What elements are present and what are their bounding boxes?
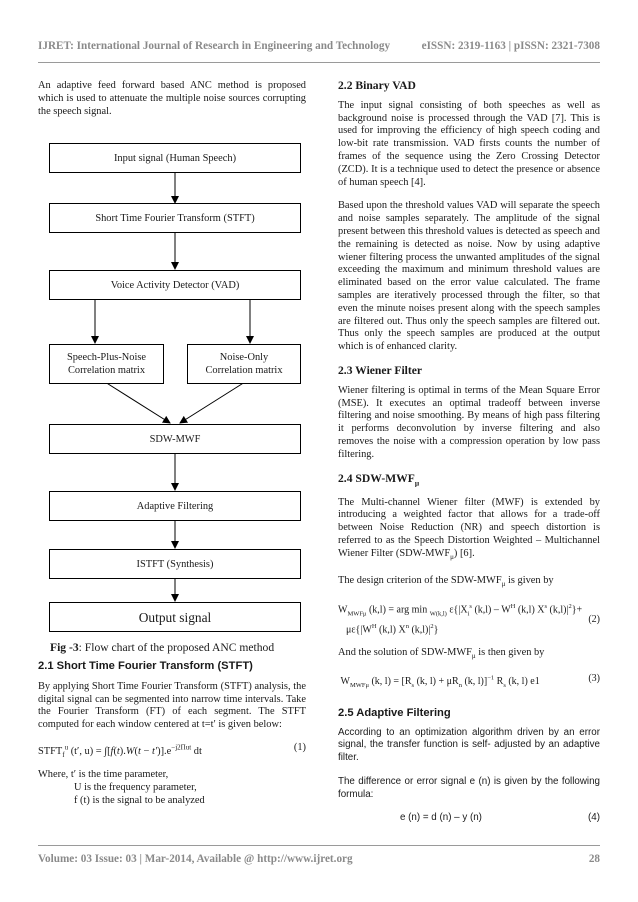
arrow-spn-sdw xyxy=(105,382,170,423)
flow-box-speech-plus-noise: Speech-Plus-Noise Correlation matrix xyxy=(49,344,164,384)
equation-3: $W_{MWF\mu}$ (k, $l) = [R_s$ (k, $l) + \mu R_n$ (k, l)]$^{-1}$ $R_s$ (k, l) e1 (3) xyxy=(338,672,600,690)
s25-paragraph-2: The difference or error signal e (n) is given by the following formula: xyxy=(338,776,600,800)
s23-paragraph: Wiener filtering is optimal in terms of the Mean Square Error (MSE). It executes an optimal tradeoff between inverse filtering and noise smoothing. By means of high pass filtering it performs deconvolution by inverse filtering and also removes the noise with a compression operation by low pass filtering. xyxy=(338,384,600,460)
s22-paragraph-2: Based upon the threshold values VAD will separate the speech and noise samples separately. The amplitude of the signal present between this threshold values is detected as speech and the remaining is detected as noise. Now by using adaptive wiener filtering process the unwanted amplitudes of the signal exceeding the maximum and minimum threshold values are eliminated based on the error value calculated. The frame samples are iteratively processed through the filter, so that even the minute noises present along with the speech samples are filtered out. Thus only the speech samples are filtered out. Thus only the speech samples are produced at the output which is of enhanced clarity. xyxy=(338,200,600,353)
flow-box-noise-only: Noise-Only Correlation matrix xyxy=(187,344,301,384)
page-number: 28 xyxy=(588,853,600,865)
flow-box-stft: Short Time Fourier Transform (STFT) xyxy=(49,203,301,233)
equation-1: $STFT_f^u$ (t′, $u) = \int[f(t).W(t - t')].e^{-j2\Pi ut}$ dt (1) xyxy=(38,741,306,760)
section-2-3-title: 2.3 Wiener Filter xyxy=(338,363,423,377)
s24-paragraph-3: And the solution of SDW-$MWF_\mu$ is then given by xyxy=(338,646,545,660)
equation-2: $W_{MWF\mu}$ (k,l) = arg min $_{W(k,l)}$ $\varepsilon\{|X_i^s$ $(k,l) - W^H$ (k,l) $X^s$ $(k,l)|^2\}+$ $\mu\varepsilon\{|W^H$ (k,l) $X^n$ $(k,l)|^2$} (2) xyxy=(338,602,600,636)
footer-rule xyxy=(38,845,600,846)
equation-4: e (n) = d (n) – y (n) (4) xyxy=(400,811,600,823)
journal-title: IJRET: International Journal of Research in Engineering and Technology xyxy=(38,40,391,52)
section-2-2-title: 2.2 Binary VAD xyxy=(338,79,416,92)
arrow-no-sdw xyxy=(180,382,245,423)
flow-box-output: Output signal xyxy=(49,602,301,632)
figure-caption: Fig -3: Flow chart of the proposed ANC method xyxy=(50,641,275,654)
paragraph: By applying Short Time Fourier Transform (STFT) analysis, the digital signal can be segmented into narrow time intervals. Take the Fourier Transform (FT) of each segment. The STFT computed for each window centered at t=t′ is given below: xyxy=(38,680,306,731)
flow-box-istft: ISTFT (Synthesis) xyxy=(49,549,301,579)
s25-paragraph-1: According to an optimization algorithm driven by an error signal, the transfer function is self- adjusted by an adaptive filter. xyxy=(338,726,600,764)
running-footer xyxy=(38,853,600,865)
where-line: Where, t′ is the time parameter, xyxy=(38,768,169,780)
flow-box-input: Input signal (Human Speech) xyxy=(49,143,301,173)
section-2-4-title: 2.4 SDW-$MWF_\mu$ xyxy=(338,471,420,487)
section-title: 2.1 Short Time Fourier Transform (STFT) xyxy=(38,660,253,672)
volume-info: Volume: 03 Issue: 03 | Mar-2014, Available @ http://www.ijret.org xyxy=(38,853,353,865)
issn: eISSN: 2319-1163 | pISSN: 2321-7308 xyxy=(421,40,600,52)
right-column xyxy=(338,80,600,824)
section-2-5-title: 2.5 Adaptive Filtering xyxy=(338,706,451,719)
section-2-1 xyxy=(38,660,306,807)
s24-paragraph-2: The design criterion of the SDW-$MWF_\mu$ is given by xyxy=(338,574,554,588)
s24-paragraph-1: The Multi-channel Wiener filter (MWF) is extended by introducing a weighted factor that allows for a trade-off between Noise Reduction (NR) and speech distortion is referred to as the Speech Distortion Weighted – Multichannel Wiener Filter $(SDW-MWF_\mu)$ [6]. xyxy=(338,496,600,561)
where-u: U is the frequency parameter, xyxy=(74,781,197,793)
s22-paragraph-1: The input signal consisting of both speeches as well as background noise is processed through the VAD [7]. This is used for improving the efficiency of high speech coding and low-bit rate transmission. VAD firsts counts the number of frames of the sequence using the Zero Crossing Detector (ZCD). It is a technique used to detect the presence or absence of human speech [4]. xyxy=(338,99,600,188)
where-f: f (t) is the signal to be analyzed xyxy=(74,794,205,806)
flow-box-sdw-mwf: SDW-MWF xyxy=(49,424,301,454)
intro-paragraph: An adaptive feed forward based ANC method is proposed which is used to attenuate the multiple noise sources corrupting the speech signal. xyxy=(38,80,306,117)
flow-box-adaptive: Adaptive Filtering xyxy=(49,491,301,521)
flow-box-vad: Voice Activity Detector (VAD) xyxy=(49,270,301,300)
